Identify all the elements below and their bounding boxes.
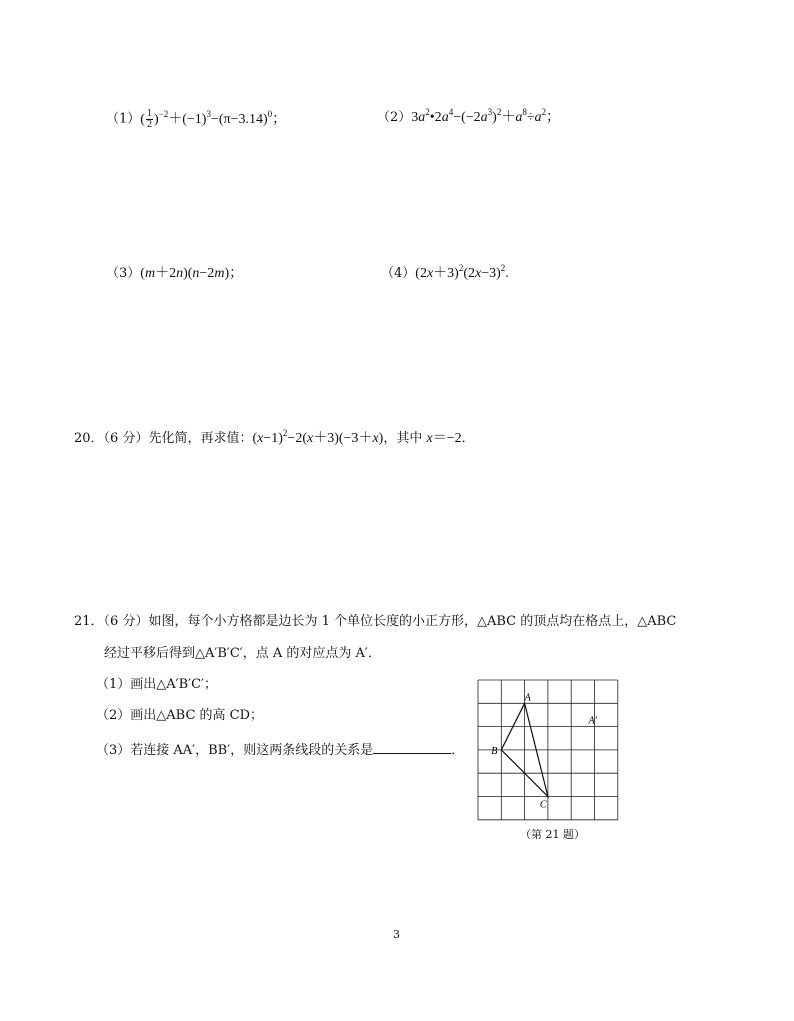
q19-part-3-expression: (m＋2n)(n−2m)； (140, 266, 244, 281)
label-a-prime: A′ (588, 715, 597, 727)
q21-sub2-text: （2）画出△ABC 的高 CD； (96, 708, 264, 723)
q19-part-1-label: （1） (106, 111, 141, 127)
q19-part-2-expression: $3a^2•2a^4-(-2a^3)^2+a^8\div a^2$； (411, 107, 560, 125)
q19-part-4 (381, 265, 509, 283)
q20-condition-value: x＝−2 (426, 431, 462, 446)
q21-text-line-1: 如图，每个小方格都是边长为 1 个单位长度的小正方形，△ABC 的顶点均在格点上，△ABC (148, 614, 677, 629)
question-20 (74, 430, 475, 448)
question-21-line-1 (74, 613, 676, 631)
fraction-one-half: $\frac{1}{2}$ (146, 108, 152, 130)
q19-part-1 (106, 109, 286, 130)
q21-sub3-end: ． (451, 743, 465, 758)
q20-expression: $(x-1)^2-2(x+3)(-3+x)$ (252, 428, 384, 446)
label-a: A (524, 692, 531, 704)
q19-part-4-label: （4） (381, 266, 416, 281)
label-b: B (491, 745, 498, 757)
q21-score: （6 分） (103, 614, 149, 629)
q19-part-3-label: （3） (106, 266, 141, 281)
q19-part-3 (106, 265, 243, 283)
label-c: C (539, 799, 547, 811)
q21-subquestion-1 (96, 676, 217, 694)
q21-number: 21． (74, 614, 104, 629)
q19-part-2-label: （2） (377, 110, 412, 125)
q19-part-2 (377, 109, 560, 127)
q19-part-4-expression: $(2x+3)^2(2x-3)^2$. (415, 263, 509, 281)
q20-number: 20． (74, 431, 104, 446)
q19-part-1-expression: ( $\frac{1}{2}$ )$^{-2}+(-1)^3-(\pi-3.14)^0$； (140, 108, 287, 130)
q21-text-line-2: 经过平移后得到△A′B′C′，点 A 的对应点为 A′． (104, 646, 381, 661)
q21-subquestion-3 (96, 740, 464, 760)
q20-score: （6 分） (103, 431, 149, 446)
grid-lines (478, 680, 618, 820)
figure-caption-text: （第 21 题） (520, 828, 585, 841)
q20-text: 先化简，再求值： (148, 431, 253, 446)
q21-grid-figure (472, 676, 632, 826)
figure-caption (520, 826, 585, 844)
q21-subquestion-2 (96, 707, 263, 725)
q21-sub1-text: （1）画出△A′B′C′； (96, 677, 218, 692)
q20-condition-lead: ，其中 (383, 431, 427, 446)
q21-answer-blank[interactable] (373, 740, 451, 754)
page-number (393, 926, 400, 944)
page-number-text: 3 (393, 928, 400, 941)
question-21-line-2 (104, 645, 381, 663)
q20-condition-tail: ． (461, 431, 475, 446)
q21-sub3-text: （3）若连接 AA′，BB′，则这两条线段的关系是 (96, 743, 374, 758)
